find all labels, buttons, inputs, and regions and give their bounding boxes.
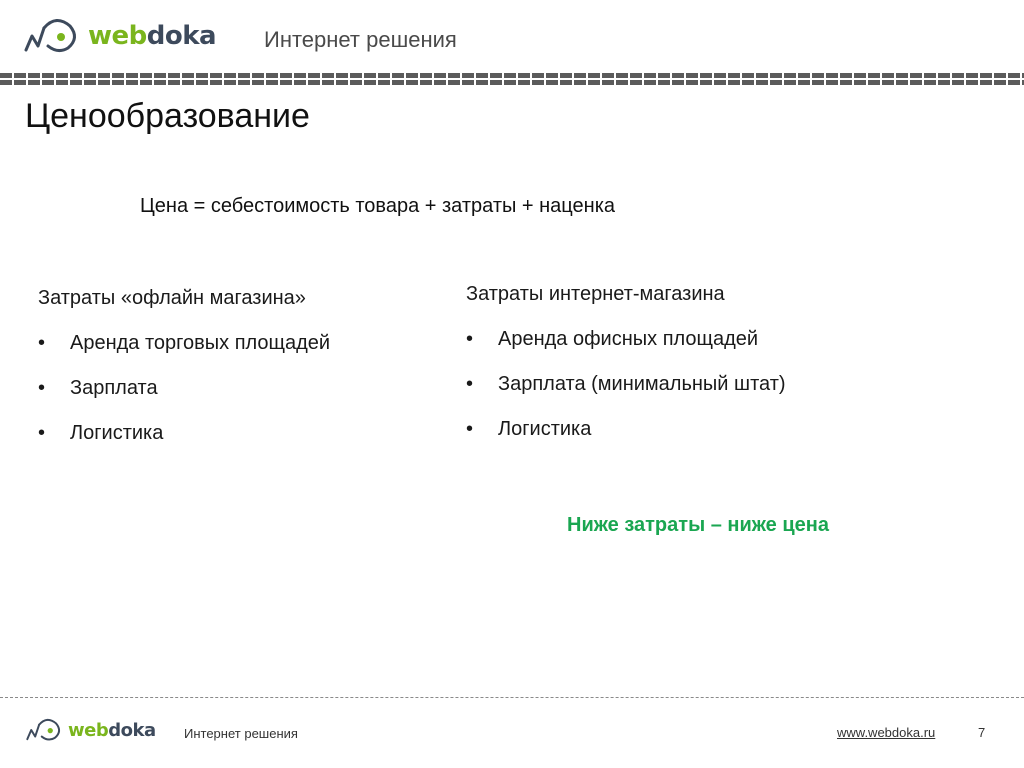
offline-costs-column xyxy=(38,287,330,467)
list-item: • Зарплата (минимальный штат) xyxy=(466,373,786,396)
online-costs-heading: Затраты интернет-магазина xyxy=(466,283,725,305)
list-item: • Аренда офисных площадей xyxy=(466,328,786,351)
logo-wordmark: webdoka xyxy=(68,719,156,741)
conclusion-text: Ниже затраты – ниже цена xyxy=(567,514,829,536)
header-divider xyxy=(0,73,1024,85)
online-costs-list xyxy=(466,328,786,441)
header-logo xyxy=(24,16,216,56)
list-item: • Аренда торговых площадей xyxy=(38,332,330,355)
website-link[interactable]: www.webdoka.ru xyxy=(837,725,936,740)
page-number: 7 xyxy=(978,725,986,740)
price-formula: Цена = себестоимость товара + затраты + наценка xyxy=(140,195,616,217)
slide-title: Ценообразование xyxy=(25,97,310,135)
footer-divider xyxy=(0,697,1024,698)
offline-costs-list xyxy=(38,332,330,445)
webdoka-wave-icon xyxy=(26,716,64,744)
webdoka-wave-icon xyxy=(24,16,82,56)
online-costs-column xyxy=(466,283,786,463)
logo-wordmark: webdoka xyxy=(88,21,217,51)
list-item: • Логистика xyxy=(466,418,786,441)
footer-logo xyxy=(26,716,156,744)
offline-costs-heading: Затраты «офлайн магазина» xyxy=(38,287,306,309)
list-item: • Логистика xyxy=(38,422,330,445)
header-tagline: Интернет решения xyxy=(264,27,457,52)
footer-tagline: Интернет решения xyxy=(184,726,298,741)
list-item: • Зарплата xyxy=(38,377,330,400)
